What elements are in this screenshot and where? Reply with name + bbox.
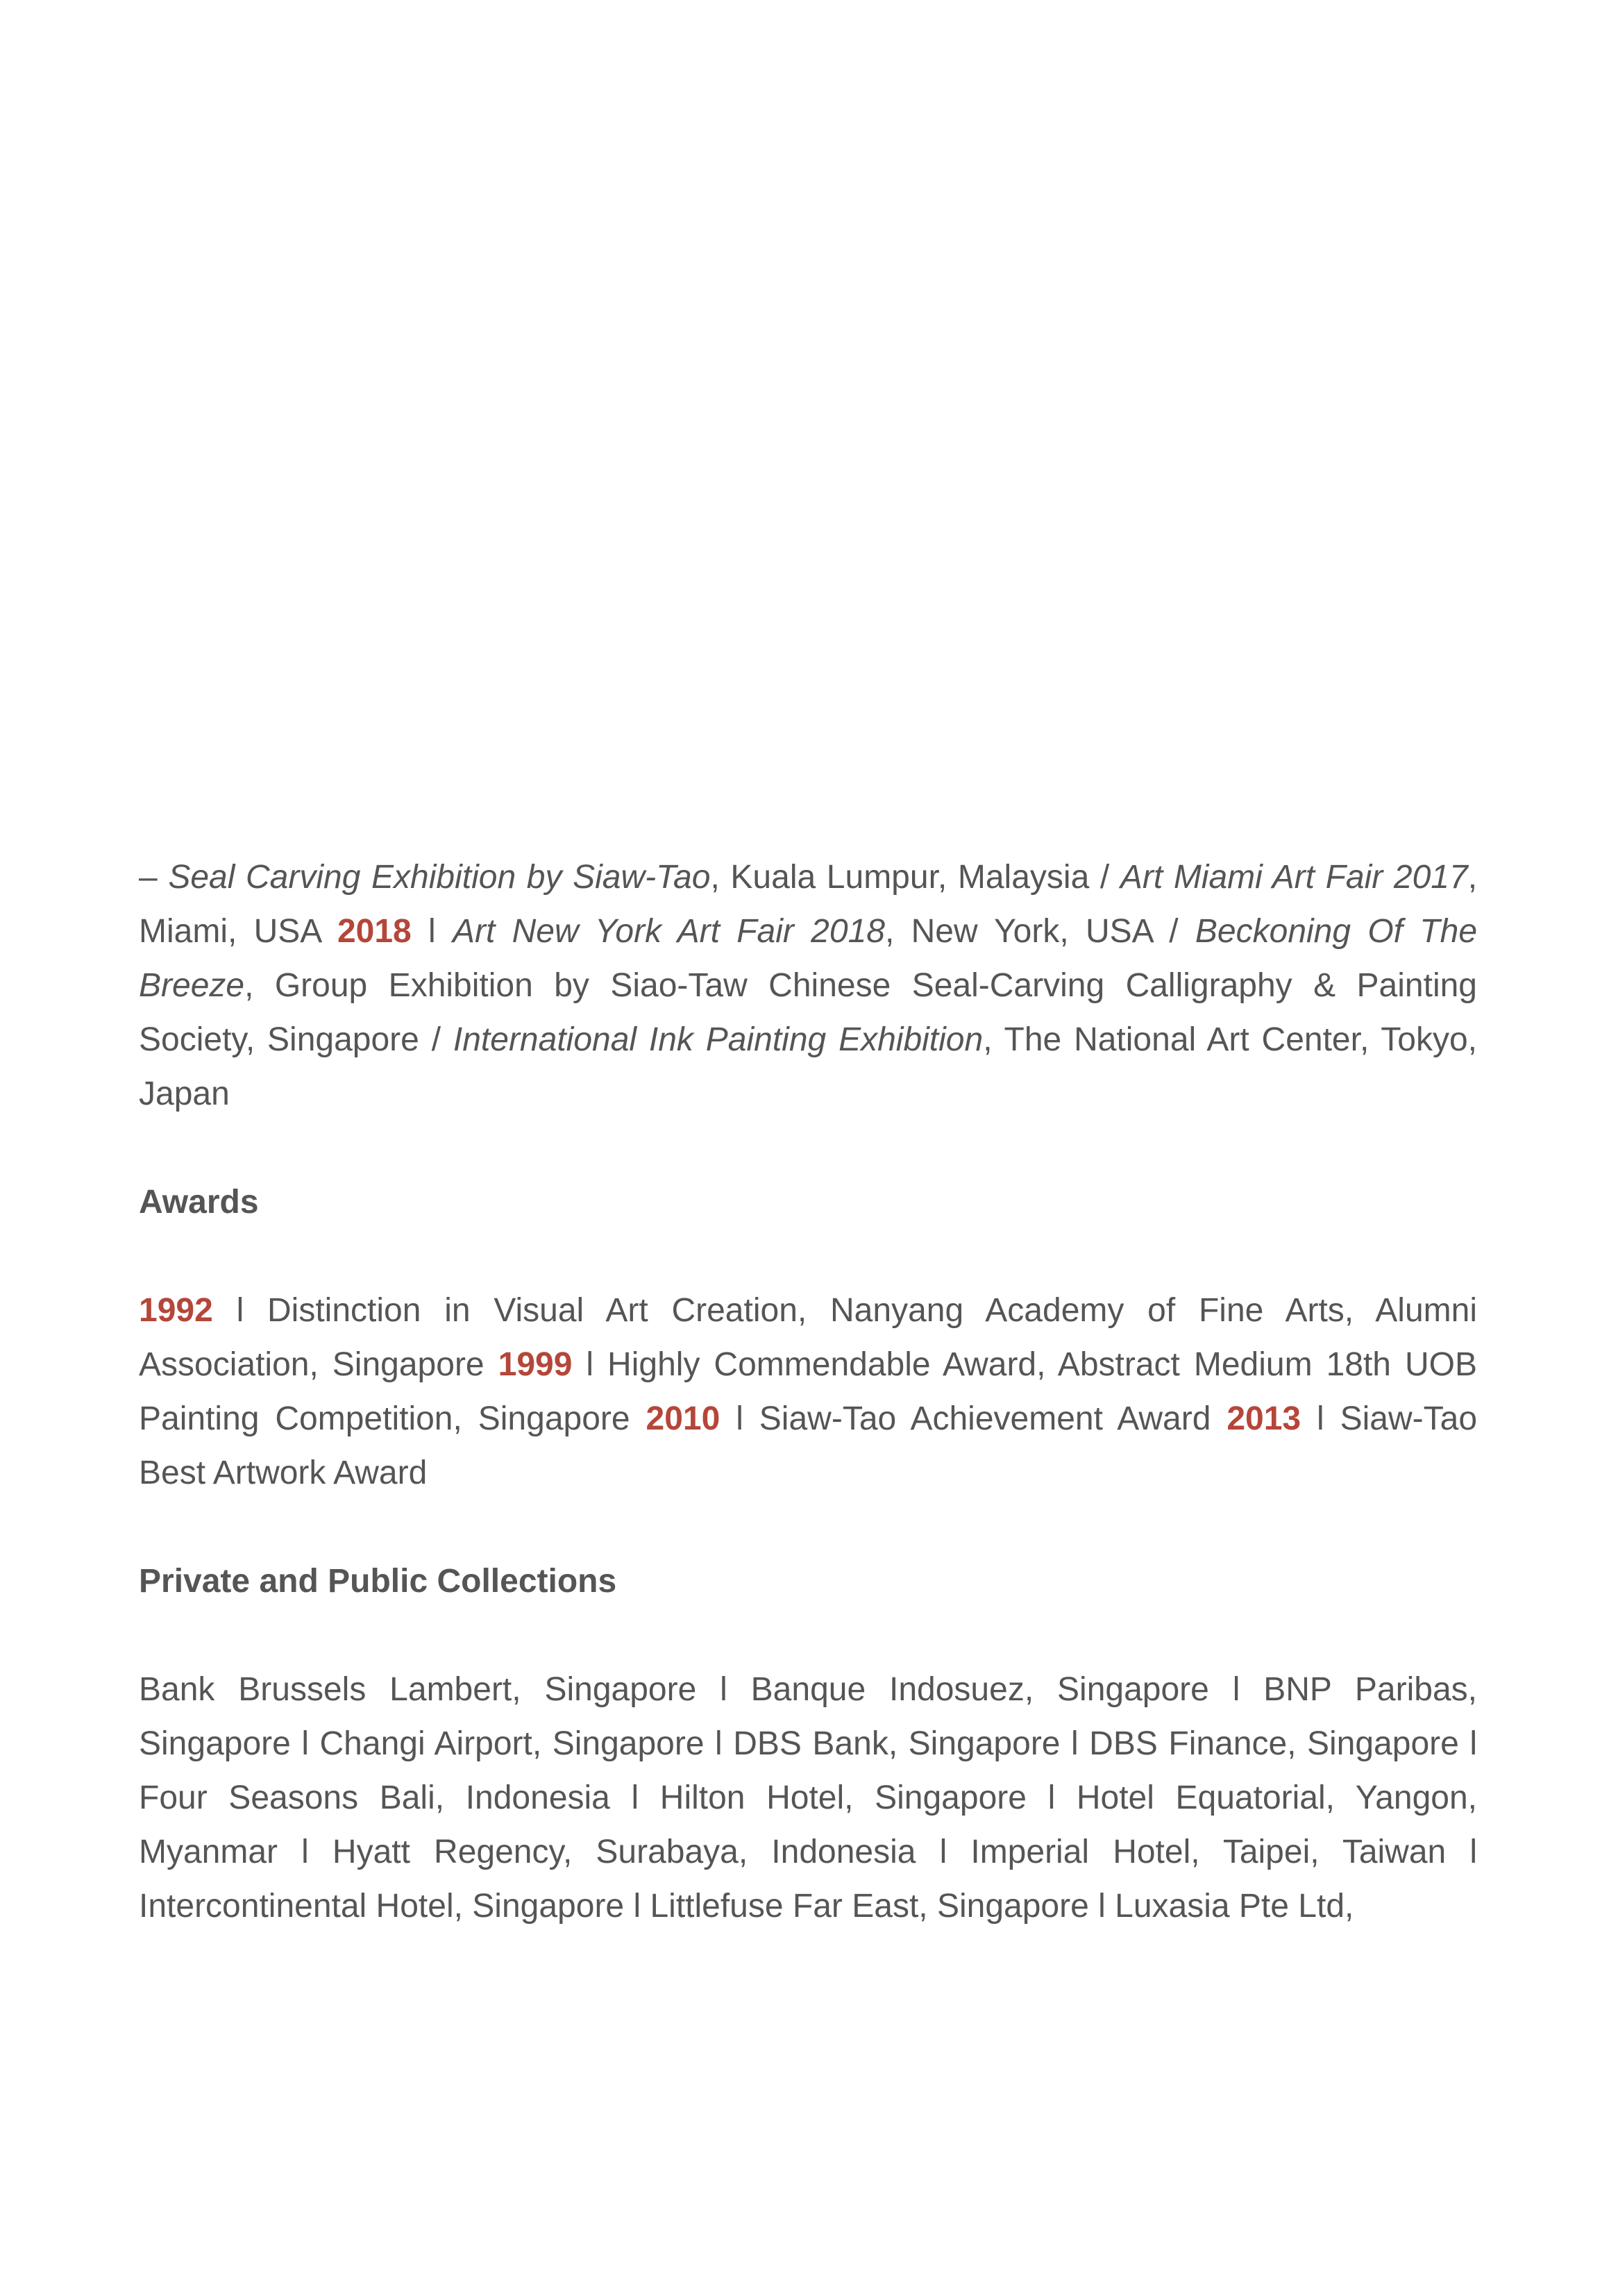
awards-paragraph (139, 1284, 1477, 1500)
collections-paragraph: Bank Brussels Lambert, Singapore l Banque Indosuez, Singapore l BNP Paribas, Singapore l Changi Airport, Singapore l DBS Bank, Singapore l DBS Finance, Singapore l Four Seasons Bali, Indonesia l Hilton Hotel, Singapore l Hotel Equatorial, Yangon, Myanmar l Hyatt Regency, Surabaya, Indonesia l Imperial Hotel, Taipei, Taiwan l Intercontinental Hotel, Singapore l Littlefuse Far East, Singapore l Luxasia Pte Ltd, (139, 1671, 1477, 1925)
exhibition-dash: – (139, 859, 169, 896)
year-2018: 2018 (337, 913, 412, 950)
awards-heading: Awards (139, 1184, 259, 1221)
exhibition-details: , Miami, USA (139, 859, 1478, 950)
exhibition-details: , The National Art Center, Tokyo, Japan (139, 1021, 1477, 1112)
award-text: l Siaw-Tao Achievement Award (720, 1400, 1227, 1437)
year-2013: 2013 (1227, 1400, 1301, 1437)
exhibition-title-seal-carving: Seal Carving Exhibition by Siaw-Tao (168, 859, 711, 896)
exhibition-title-ink-painting: International Ink Painting Exhibition (453, 1021, 984, 1058)
exhibition-title-art-new-york: Art New York Art Fair 2018 (452, 913, 885, 950)
year-2010: 2010 (646, 1400, 720, 1437)
spacer (139, 1609, 1477, 1663)
separator: l (411, 913, 453, 950)
spacer (139, 1230, 1477, 1284)
exhibitions-paragraph (139, 850, 1477, 1121)
exhibition-details: , Group Exhibition by Siao-Taw Chinese Seal-Carving Calligraphy & Painting Society, Singapore / (139, 967, 1477, 1058)
award-text: l Highly Commendable Award, Abstract Medium 18th UOB Painting Competition, Singapore (139, 1346, 1477, 1437)
award-text: l Siaw-Tao Best Artwork Award (139, 1400, 1478, 1491)
award-text: l Distinction in Visual Art Creation, Nanyang Academy of Fine Arts, Alumni Association, Singapore (139, 1292, 1477, 1383)
exhibition-details: , Kuala Lumpur, Malaysia / (710, 859, 1120, 896)
spacer (139, 1121, 1477, 1175)
exhibition-title-art-miami: Art Miami Art Fair 2017 (1120, 859, 1468, 896)
spacer (139, 1500, 1477, 1555)
collections-heading: Private and Public Collections (139, 1563, 617, 1600)
year-1999: 1999 (498, 1346, 573, 1383)
exhibition-details: , New York, USA / (884, 913, 1195, 950)
document-page (139, 850, 1477, 1934)
year-1992: 1992 (139, 1292, 213, 1329)
exhibition-title-beckoning: Beckoning Of The Breeze (139, 913, 1478, 1004)
